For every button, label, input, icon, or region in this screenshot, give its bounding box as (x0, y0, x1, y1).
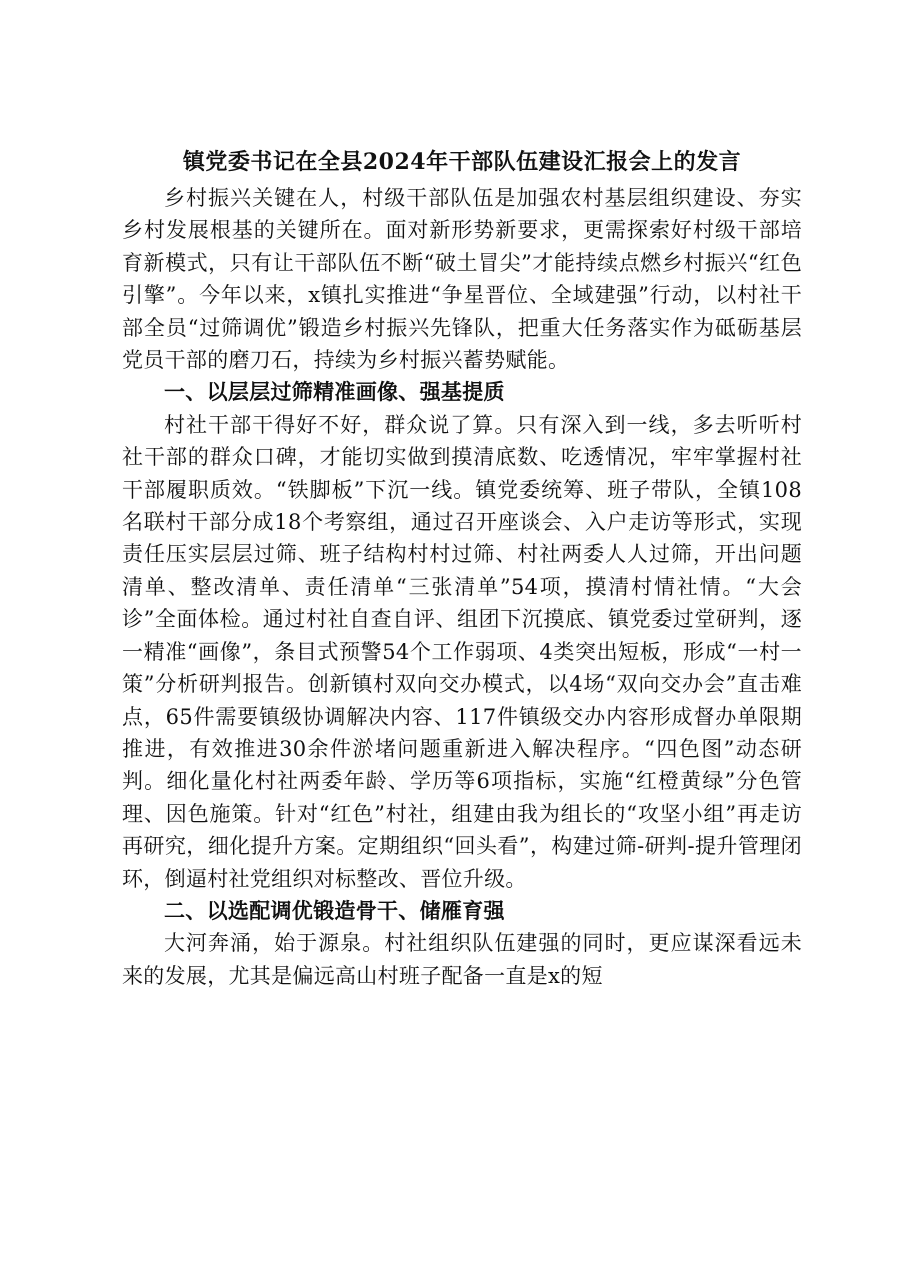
section-2-paragraph: 大河奔涌，始于源泉。村社组织队伍建强的同时，更应谋深看远未来的发展，尤其是偏远高山村班子配备一直是x的短 (122, 931, 802, 988)
document-page (122, 146, 802, 992)
intro-paragraph: 乡村振兴关键在人，村级干部队伍是加强农村基层组织建设、夯实乡村发展根基的关键所在。面对新形势新要求，更需探索好村级干部培育新模式，只有让干部队伍不断“破土冒尖”才能持续点燃乡村振兴“红色引擎”。今年以来，x镇扎实推进“争星晋位、全域建强”行动，以村社干部全员“过筛调优”锻造乡村振兴先锋队，把重大任务落实作为砥砺基层党员干部的磨刀石，持续为乡村振兴蓄势赋能。 (122, 186, 802, 373)
section-heading-1: 一、以层层过筛精准画像、强基提质 (164, 380, 505, 405)
section-heading-2: 二、以选配调优锻造骨干、储雁育强 (164, 898, 505, 923)
section-1-paragraph: 村社干部干得好不好，群众说了算。只有深入到一线，多去听听村社干部的群众口碑，才能切实做到摸清底数、吃透情况，牢牢掌握村社干部履职质效。“铁脚板”下沉一线。镇党委统筹、班子带队，全镇108名联村干部分成18个考察组，通过召开座谈会、入户走访等形式，实现责任压实层层过筛、班子结构村村过筛、村社两委人人过筛，开出问题清单、整改清单、责任清单“三张清单”54项，摸清村情社情。“大会诊”全面体检。通过村社自查自评、组团下沉摸底、镇党委过堂研判，逐一精准“画像”，条目式预警54个工作弱项、4类突出短板，形成“一村一策”分析研判报告。创新镇村双向交办模式，以4场“双向交办会”直击难点，65件需要镇级协调解决内容、117件镇级交办内容形成督办单限期推进，有效推进30余件淤堵问题重新进入解决程序。“四色图”动态研判。细化量化村社两委年龄、学历等6项指标，实施“红橙黄绿”分色管理、因色施策。针对“红色”村社，组建由我为组长的“攻坚小组”再走访再研究，细化提升方案。定期组织“回头看”，构建过筛-研判-提升管理闭环，倒逼村社党组织对标整改、晋位升级。 (122, 412, 802, 891)
document-title: 镇党委书记在全县2024年干部队伍建设汇报会上的发言 (182, 149, 742, 175)
